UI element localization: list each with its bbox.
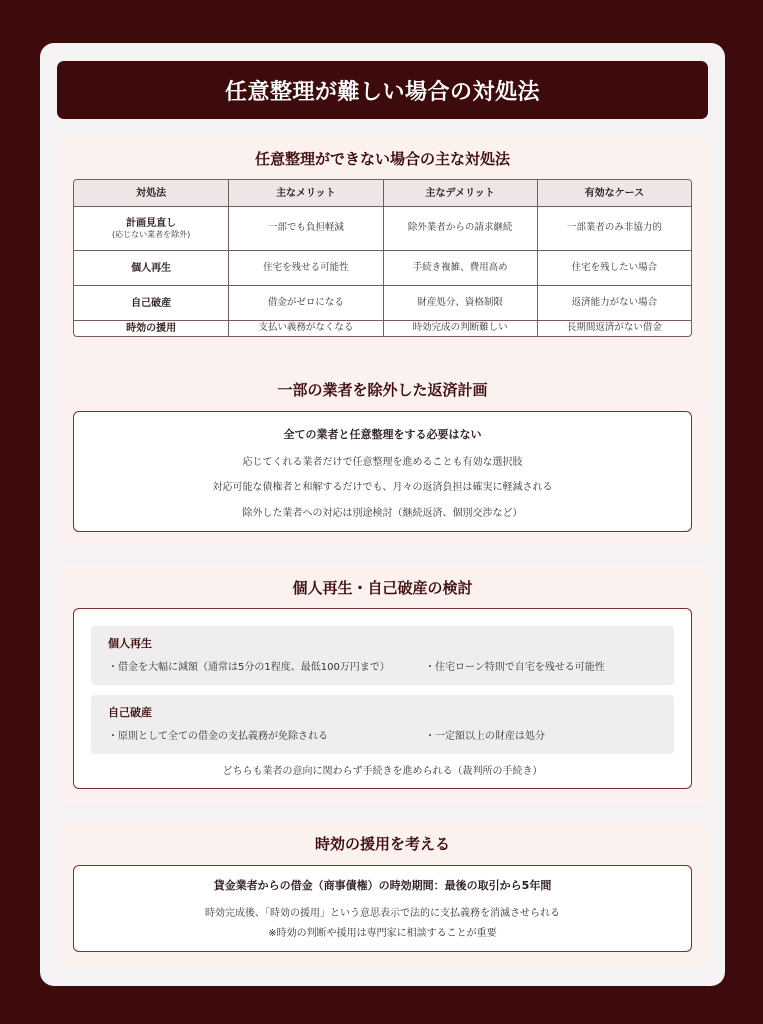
box-line: 対応可能な債権者と和解するだけでも、月々の返済負担は確実に軽減される <box>212 482 553 493</box>
panel-title: 個人再生 <box>108 637 152 650</box>
table-row <box>74 250 691 285</box>
box-heading: 貸金業者からの借金（商事債権）の時効期間：最後の取引から5年間 <box>213 879 552 892</box>
table-header-cell: 主なメリット <box>228 180 382 206</box>
table-cell-merit: 住宅を残せる可能性 <box>228 251 382 285</box>
comparison-table <box>73 179 692 337</box>
table-row <box>74 206 691 250</box>
table-cell-case: 長期間返済がない借金 <box>537 321 691 336</box>
table-cell-merit: 支払い義務がなくなる <box>228 321 382 336</box>
section-statute-of-limitations <box>57 822 708 966</box>
section-title: 個人再生・自己破産の検討 <box>292 579 473 597</box>
table-cell-demerit: 除外業者からの請求継続 <box>383 207 537 250</box>
table-header-cell: 有効なケース <box>537 180 691 206</box>
box-line: 時効完成後、「時効の援用」という意思表示で法的に支払義務を消滅させられる <box>205 908 560 919</box>
table-cell-demerit: 手続き複雑、費用高め <box>383 251 537 285</box>
info-box <box>73 411 692 532</box>
panel-item: ・一定額以上の財産は処分 <box>425 731 545 742</box>
table-cell-case: 返済能力がない場合 <box>537 286 691 320</box>
box-note: どちらも業者の意向に関わらず手続きを進められる（裁判所の手続き） <box>222 766 543 777</box>
table-header-row <box>74 180 691 206</box>
table-row <box>74 285 691 320</box>
table-row-head: 自己破産 <box>131 297 172 309</box>
page-title: 任意整理が難しい場合の対処法 <box>57 61 708 119</box>
panel-personal-rehabilitation <box>91 626 674 685</box>
panel-bankruptcy <box>91 695 674 754</box>
table-cell-case: 一部業者のみ非協力的 <box>537 207 691 250</box>
panel-title: 自己破産 <box>108 706 152 719</box>
panel-item: ・借金を大幅に減額（通常は5分の1程度、最低100万円まで） <box>108 662 390 673</box>
panel-item: ・住宅ローン特則で自宅を残せる可能性 <box>425 662 605 673</box>
content-card <box>40 43 725 986</box>
table-row-head: 時効の援用 <box>126 323 177 334</box>
table-cell-demerit: 時効完成の判断難しい <box>383 321 537 336</box>
section-alternatives-table <box>57 136 708 393</box>
info-box <box>73 865 692 952</box>
table-cell-case: 住宅を残したい場合 <box>537 251 691 285</box>
table-row-head: 個人再生 <box>131 262 172 274</box>
table-header-cell: 対処法 <box>74 180 228 206</box>
table-row <box>74 320 691 336</box>
section-title: 時効の援用を考える <box>314 835 450 853</box>
box-line: 除外した業者への対応は別途検討（継続返済、個別交渉など） <box>242 508 523 519</box>
box-heading: 全ての業者と任意整理をする必要はない <box>283 428 482 441</box>
info-box <box>73 608 692 789</box>
table-cell-demerit: 財産処分、資格制限 <box>383 286 537 320</box>
table-row-head <box>74 207 228 250</box>
table-cell-merit: 借金がゼロになる <box>228 286 382 320</box>
section-rehab-bankruptcy <box>57 565 708 803</box>
box-line: 応じてくれる業者だけで任意整理を進めることも有効な選択肢 <box>242 457 523 468</box>
panel-item: ・原則として全ての借金の支払義務が免除される <box>108 731 328 742</box>
method-name: 計画見直し <box>126 217 177 229</box>
table-header-cell: 主なデメリット <box>383 180 537 206</box>
section-partial-plan <box>57 368 708 546</box>
box-line: ※時効の判断や援用は専門家に相談することが重要 <box>268 928 497 939</box>
method-note: (応じない業者を除外) <box>112 229 191 239</box>
table-cell-merit: 一部でも負担軽減 <box>228 207 382 250</box>
section-title: 任意整理ができない場合の主な対処法 <box>254 150 510 168</box>
section-title: 一部の業者を除外した返済計画 <box>277 381 488 399</box>
